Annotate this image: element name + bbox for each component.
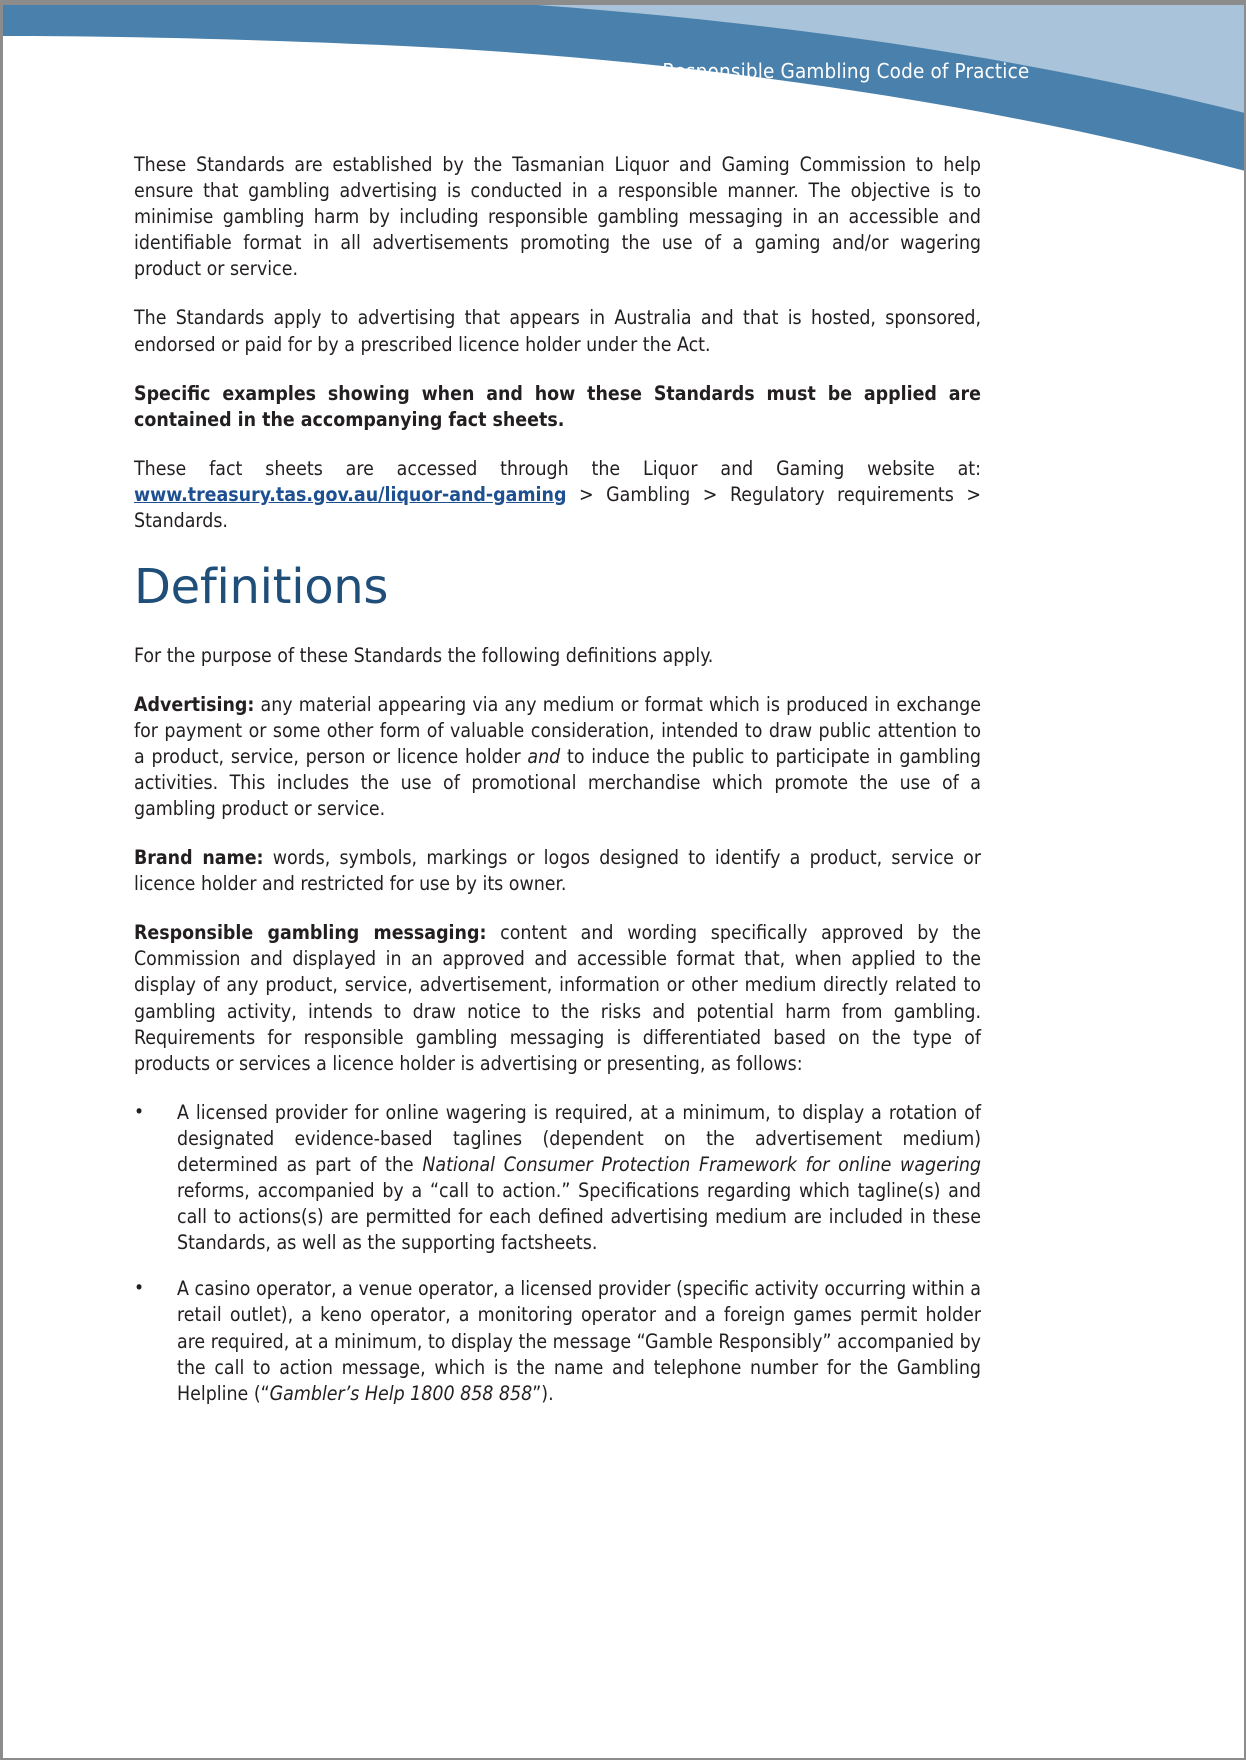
paragraph-specific-examples: Specific examples showing when and how these Standards must be applied are contained in the accompanying fact sheets.: [134, 381, 981, 431]
definition-term-advertising: Advertising:: [134, 692, 255, 716]
bullet-dot-icon: •: [134, 1277, 145, 1300]
fact-sheets-breadcrumb-trail: > Gambling > Regulatory requirements > Standards.: [134, 482, 981, 533]
document-body: [134, 152, 981, 1427]
definition-advertising-text-1: any material appearing via any medium or format which is produced in exchange for payment or some other form of valuable consideration, intended to draw public attention to a product, service, person or licence holder: [134, 692, 981, 768]
list-item: [134, 1276, 981, 1406]
definition-advertising: [134, 692, 981, 822]
list-item-text: [177, 1276, 981, 1406]
list-item: [134, 1100, 981, 1257]
page-header-title: 18 Tasmanian Liquor and Gaming Commission Responsible Gambling Code of Practice: [222, 59, 1030, 83]
bullet-dot-icon: •: [134, 1100, 145, 1123]
definition-brand-name: [134, 845, 981, 897]
paragraph-fact-sheets-access: [134, 456, 981, 534]
bullet-1-text-1: A licensed provider for online wagering is required, at a minimum, to display a rotation of designated evidence-based taglines (dependent on the advertisement medium) determined as part of the: [177, 1100, 981, 1177]
definition-term-responsible-gambling-messaging: Responsible gambling messaging:: [134, 921, 487, 945]
bullet-1-emphasis: National Consumer Protection Framework for online wagering: [422, 1153, 981, 1177]
bullet-2-emphasis: Gambler’s Help 1800 858 858: [269, 1381, 533, 1405]
definition-advertising-emphasis: and: [527, 744, 561, 768]
list-item-text: [177, 1100, 981, 1257]
definition-brand-name-text: words, symbols, markings or logos designed to identify a product, service or licence holder and restricted for use by its owner.: [134, 846, 981, 896]
definition-term-brand-name: Brand name:: [134, 846, 264, 870]
definition-bullet-list: [134, 1100, 981, 1407]
paragraph-standards-established: These Standards are established by the Tasmanian Liquor and Gaming Commission to help ensure that gambling advertising is conducted in a responsible manner. The objective is to minimise gambling harm by including responsible gambling messaging in an accessible and identifiable format in all advertisements promoting the use of a gaming and/or wagering product or service.: [134, 153, 981, 281]
definition-advertising-text-2: to induce the public to participate in gambling activities. This includes the use of promotional merchandise which promote the use of a gambling product or service.: [134, 744, 981, 820]
definition-responsible-gambling-messaging-text: content and wording specifically approved by the Commission and displayed in an approved and accessible format that, when applied to the display of any product, service, advertisement, information or other medium directly related to gambling activity, intends to draw notice to the risks and potential harm from gambling. Requirements for responsible gambling messaging is differentiated based on the type of products or services a licence holder is advertising or presenting, as follows:: [134, 921, 981, 1075]
bullet-2-text-1: A casino operator, a venue operator, a licensed provider (specific activity occurring within a retail outlet), a keno operator, a monitoring operator and a foreign games permit holder are required, at a minimum, to display the message “Gamble Responsibly” accompanied by the call to action message, which is the name and telephone number for the Gambling Helpline (“: [177, 1277, 981, 1405]
paragraph-purpose: For the purpose of these Standards the following definitions apply.: [134, 643, 714, 667]
paragraph-standards-apply: The Standards apply to advertising that appears in Australia and that is hosted, sponsored, endorsed or paid for by a prescribed licence holder under the Act.: [134, 306, 981, 356]
header-top-rule: [3, 2, 1246, 5]
fact-sheets-lead-text: These fact sheets are accessed through the Liquor and Gaming website at:: [134, 456, 981, 480]
header-banner: [3, 2, 1246, 172]
header-banner-graphic: [3, 2, 1246, 172]
definition-responsible-gambling-messaging: [134, 920, 981, 1077]
bullet-1-text-2: reforms, accompanied by a “call to action.” Specifications regarding which tagline(s) and call to actions(s) are permitted for each defined advertising medium are included in these Standards, as well as the supporting factsheets.: [177, 1179, 981, 1255]
bullet-2-text-2: ”).: [532, 1381, 554, 1405]
treasury-website-link[interactable]: www.treasury.tas.gov.au/liquor-and-gaming: [134, 482, 567, 506]
section-heading-definitions: Definitions: [134, 559, 389, 616]
